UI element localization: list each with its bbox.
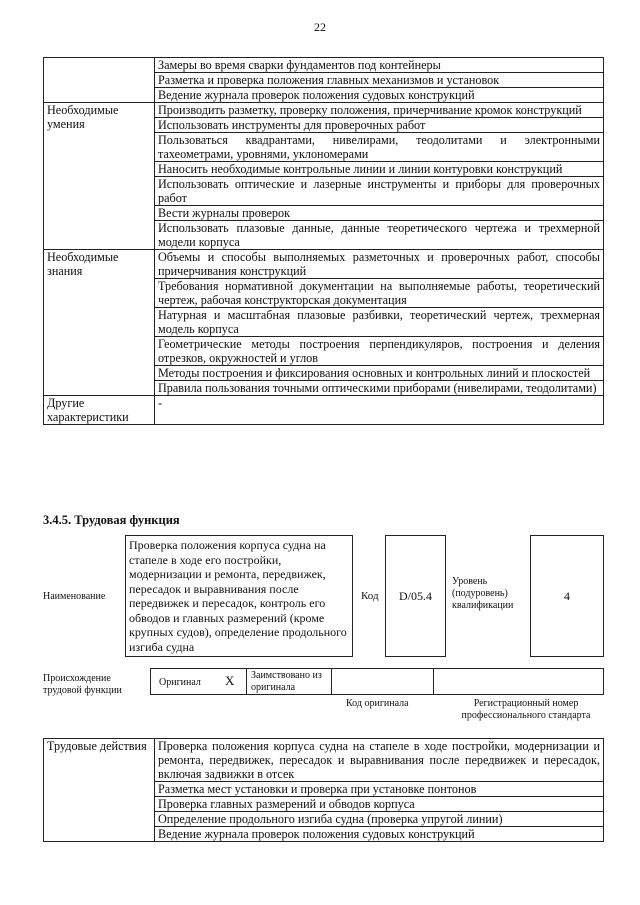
level-value: 4 <box>564 588 570 603</box>
other-label: Другие характеристики <box>44 396 155 425</box>
table-cell: Требования нормативной документации на выполняемые работы, теоретический чертеж, рабочая конструкторская документация <box>155 279 604 308</box>
table-cell: Натурная и масштабная плазовые разбивки, теоретический чертеж, трехмерная модель корпуса <box>155 308 604 337</box>
table-cell: Проверка главных размерений и обводов корпуса <box>155 797 604 812</box>
table-cell: Проверка положения корпуса судна на стапеле в ходе постройки, модернизации и ремонта, передвижек, пересадок и выравнивания после передвижек и пересадок, включая задвижки в отсек <box>155 739 604 782</box>
table-cell: Геометрические методы построения перпендикуляров, построения и деления отрезков, окружностей и углов <box>155 337 604 366</box>
table-row <box>44 103 604 118</box>
borrowed-label: Заимствовано из оригинала <box>251 670 322 693</box>
code-label: Код <box>361 590 379 602</box>
level-box <box>530 535 604 657</box>
requirements-table <box>43 57 604 425</box>
origin-divider <box>246 669 247 694</box>
table-cell: Ведение журнала проверок положения судовых конструкций <box>155 88 604 103</box>
table-row <box>44 739 604 782</box>
origin-divider <box>433 669 434 694</box>
level-label: Уровень (подуровень) квалификации <box>452 576 514 611</box>
origin-strip <box>150 668 604 695</box>
original-mark: X <box>225 673 235 688</box>
origin-label: Происхождение трудовой функции <box>43 673 122 696</box>
name-label: Наименование <box>43 591 106 602</box>
page-number: 22 <box>314 20 326 34</box>
knowledge-label: Необходимые знания <box>44 250 155 396</box>
original-label: Оригинал <box>159 677 201 688</box>
origin-divider <box>331 669 332 694</box>
code-box <box>385 535 446 657</box>
code-original-caption: Код оригинала <box>346 698 409 709</box>
table-cell: Замеры во время сварки фундаментов под контейнеры <box>155 58 604 73</box>
table-cell: Производить разметку, проверку положения, причерчивание кромок конструкций <box>155 103 604 118</box>
actions-label: Трудовые действия <box>44 739 155 842</box>
table-cell: Правила пользования точными оптическими приборами (нивелирами, теодолитами) <box>155 381 604 396</box>
table-cell: - <box>155 396 604 425</box>
reg-number-caption: Регистрационный номер профессионального стандарта <box>461 698 591 721</box>
table-cell: Использовать плазовые данные, данные теоретического чертежа и трехмерной модели корпуса <box>155 221 604 250</box>
skills-label: Необходимые умения <box>44 103 155 250</box>
row-label <box>44 58 155 103</box>
table-cell: Ведение журнала проверок положения судовых конструкций <box>155 827 604 842</box>
code-value: D/05.4 <box>399 588 432 603</box>
table-row <box>44 58 604 73</box>
table-cell: Определение продольного изгиба судна (проверка упругой линии) <box>155 812 604 827</box>
table-cell: Наносить необходимые контрольные линии и линии контуровки конструкций <box>155 162 604 177</box>
table-cell: Разметка и проверка положения главных механизмов и установок <box>155 73 604 88</box>
table-cell: Методы построения и фиксирования основных и контрольных линий и плоскостей <box>155 366 604 381</box>
table-row <box>44 396 604 425</box>
table-cell: Вести журналы проверок <box>155 206 604 221</box>
table-row <box>44 250 604 279</box>
actions-table <box>43 738 604 842</box>
section-title: 3.4.5. Трудовая функция <box>43 513 180 527</box>
table-cell: Разметка мест установки и проверка при установке понтонов <box>155 782 604 797</box>
table-cell: Использовать оптические и лазерные инструменты и приборы для проверочных работ <box>155 177 604 206</box>
function-name-box: Проверка положения корпуса судна на стапеле в ходе его постройки, модернизации и ремонта, передвижек, пересадок и выравнивания после передвижек и пересадок, контроль его обводов и главных размерений (кроме крупных судов), определение продольного изгиба судна <box>125 535 353 657</box>
table-cell: Пользоваться квадрантами, нивелирами, теодолитами и электронными тахеометрами, уровнями, уклономерами <box>155 133 604 162</box>
table-cell: Использовать инструменты для проверочных работ <box>155 118 604 133</box>
table-cell: Объемы и способы выполняемых разметочных и проверочных работ, способы причерчивания конструкций <box>155 250 604 279</box>
